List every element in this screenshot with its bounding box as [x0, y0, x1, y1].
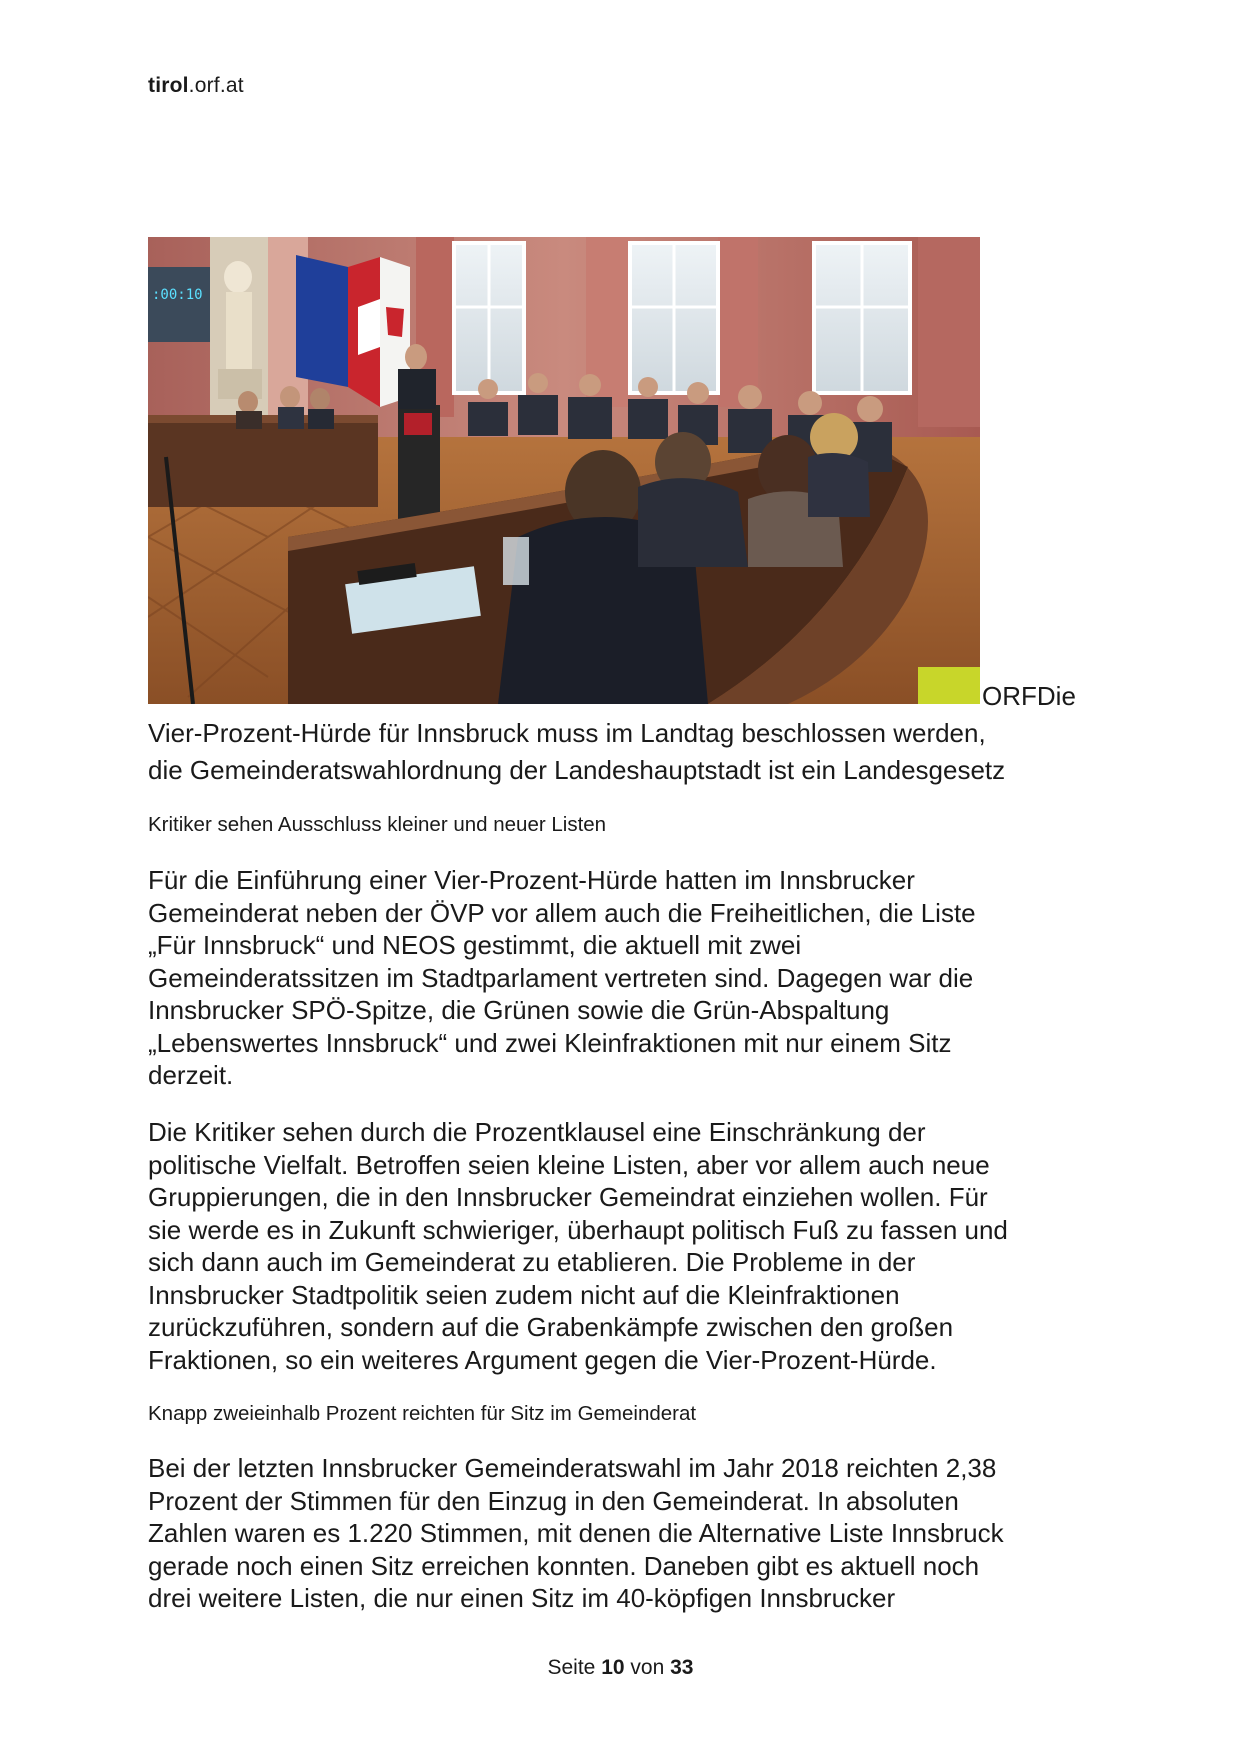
photo-credit: ORF	[982, 681, 1037, 711]
total-page-count: 33	[670, 1656, 694, 1679]
paragraph-line: Gemeinderatssitzen im Stadtparlament vertreten sind. Dagegen war die	[148, 962, 974, 993]
paragraph-1	[148, 864, 1088, 1092]
paragraph-line: sie werde es in Zukunft schwieriger, überhaupt politisch Fuß zu fassen und	[148, 1214, 1008, 1245]
article-photo	[148, 237, 980, 704]
section-subhead-1: Kritiker sehen Ausschluss kleiner und neuer Listen	[148, 813, 607, 836]
caption-line-1: Vier-Prozent-Hürde für Innsbruck muss im Landtag beschlossen werden,	[148, 718, 986, 748]
paragraph-line: Innsbrucker SPÖ-Spitze, die Grünen sowie die Grün-Abspaltung	[148, 995, 890, 1025]
paragraph-line: gerade noch einen Sitz erreichen konnten. Daneben gibt es aktuell noch	[148, 1550, 980, 1581]
caption-credit-line	[982, 678, 1076, 715]
current-page-number: 10	[601, 1656, 625, 1679]
paragraph-3	[148, 1452, 1088, 1615]
paragraph-line: Zahlen waren es 1.220 Stimmen, mit denen die Alternative Liste Innsbruck	[148, 1518, 1004, 1548]
footer-separator: von	[630, 1656, 665, 1679]
paragraph-line: Gemeinderat neben der ÖVP vor allem auch die Freiheitlichen, die Liste	[148, 897, 976, 928]
paragraph-line: Gruppierungen, die in den Innsbrucker Gemeindrat einziehen wollen. Für	[148, 1182, 988, 1212]
paragraph-line: zurückzuführen, sondern auf die Grabenkämpfe zwischen den großen	[148, 1312, 954, 1342]
paragraph-2	[148, 1116, 1088, 1376]
page-footer	[0, 1656, 1241, 1680]
paragraph-line: „Lebenswertes Innsbruck“ und zwei Kleinfraktionen mit nur einem Sitz	[148, 1027, 952, 1058]
paragraph-line: Prozent der Stimmen für den Einzug in den Gemeinderat. In absoluten	[148, 1485, 959, 1516]
paragraph-line: Fraktionen, so ein weiteres Argument gegen die Vier-Prozent-Hürde.	[148, 1344, 937, 1375]
paragraph-line: sich dann auch im Gemeinderat zu etablieren. Die Probleme in der	[148, 1247, 916, 1277]
paragraph-line: Bei der letzten Innsbrucker Gemeinderatswahl im Jahr 2018 reichten 2,38	[148, 1453, 997, 1483]
site-brand: tirol	[148, 74, 189, 97]
paragraph-line: politische Vielfalt. Betroffen seien kleine Listen, aber vor allem auch neue	[148, 1149, 990, 1180]
section-subhead-2: Knapp zweieinhalb Prozent reichten für Sitz im Gemeinderat	[148, 1402, 697, 1425]
paragraph-line: derzeit.	[148, 1060, 234, 1090]
paragraph-line: Innsbrucker Stadtpolitik seien zudem nicht auf die Kleinfraktionen	[148, 1279, 900, 1310]
caption-lead-word: Die	[1036, 681, 1076, 711]
caption-line-2: die Gemeinderatswahlordnung der Landeshauptstadt ist ein Landesgesetz	[148, 755, 1006, 785]
site-domain: .orf.at	[188, 74, 244, 97]
footer-prefix: Seite	[547, 1656, 596, 1679]
svg-text::00:10: :00:10	[152, 287, 203, 303]
paragraph-line: drei weitere Listen, die nur einen Sitz im 40-köpfigen Innsbrucker	[148, 1583, 896, 1613]
paragraph-line: Für die Einführung einer Vier-Prozent-Hürde hatten im Innsbrucker	[148, 865, 915, 895]
site-header	[148, 74, 244, 98]
paragraph-line: Die Kritiker sehen durch die Prozentklausel eine Einschränkung der	[148, 1117, 926, 1147]
paragraph-line: „Für Innsbruck“ und NEOS gestimmt, die aktuell mit zwei	[148, 930, 802, 960]
